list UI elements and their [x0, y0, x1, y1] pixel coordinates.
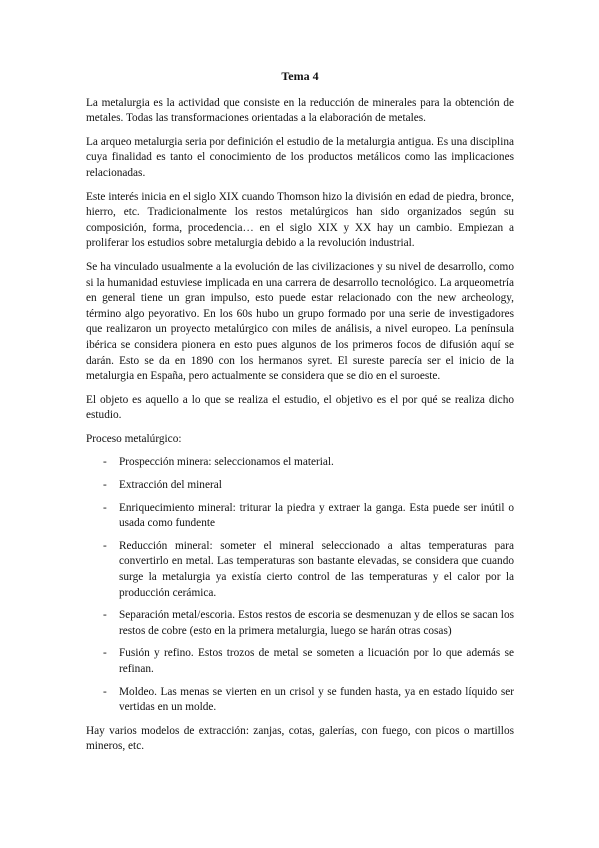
list-marker: -	[103, 685, 107, 698]
list-item-text: Moldeo. Las menas se vierten en un crisol y se funden hasta, ya en estado líquido ser vertidas en un molde.	[119, 685, 514, 714]
document-body	[86, 69, 514, 763]
list-item-text: Prospección minera: seleccionamos el material.	[119, 456, 334, 469]
list-item	[86, 501, 514, 532]
process-heading: Proceso metalúrgico:	[86, 432, 182, 445]
list-item	[86, 478, 514, 494]
list-item	[86, 455, 514, 471]
paragraph-archaeometallurgy: La arqueo metalurgia seria por definición el estudio de la metalurgia antigua. Es una disciplina cuya finalidad es tanto el conocimiento de los productos metálicos como las implicaciones relacionadas.	[86, 135, 514, 179]
list-marker: -	[103, 501, 107, 514]
list-item	[86, 646, 514, 677]
paragraph-history: Este interés inicia en el siglo XIX cuando Thomson hizo la división en edad de piedra, bronce, hierro, etc. Tradicionalmente los restos metalúrgicos han sido organizados según su composición, forma, procedencia… en el siglo XIX y XX hay un cambio. Empiezan a proliferar los estudios sobre metalurgia debido a la revolución industrial.	[86, 190, 514, 250]
list-item-text: Fusión y refino. Estos trozos de metal se someten a licuación por lo que además se refinan.	[119, 647, 514, 675]
list-item-text: Reducción mineral: someter el mineral seleccionado a altas temperaturas para convertirlo en metal. Las temperaturas son bastante elevadas, se considera que cuando surge la metalurgia ya existía cierto control de las temperaturas y el calor por la producción cerámica.	[119, 539, 514, 599]
paragraph-definition: La metalurgia es la actividad que consiste en la reducción de minerales para la obtención de metales. Todas las transformaciones orientadas a la elaboración de metales.	[86, 96, 514, 125]
list-item	[86, 539, 514, 601]
list-marker: -	[103, 609, 107, 622]
paragraph-extraction-models: Hay varios modelos de extracción: zanjas, cotas, galerías, con fuego, con picos o martillos mineros, etc.	[86, 724, 514, 753]
page-title: Tema 4	[281, 69, 319, 83]
list-item	[86, 685, 514, 716]
list-marker: -	[103, 647, 107, 660]
list-item-text: Enriquecimiento mineral: triturar la piedra y extraer la ganga. Esta puede ser inútil o usada como fundente	[119, 501, 514, 530]
list-item-text: Extracción del mineral	[119, 479, 222, 492]
paragraph-evolution: Se ha vinculado usualmente a la evolución de las civilizaciones y su nivel de desarrollo, como si la humanidad estuviese implicada en una carrera de desarrollo tecnológico. La arqueometría en general tiene un gran impulso, esto puede estar relacionado con the new archeology, término algo peyorativo. En los 60s hubo un grupo formado por una serie de investigadores que realizaron un proyecto metalúrgico con miles de análisis, a nivel europeo. La península ibérica se considera pionera en esto pues algunos de los primeros focos de difusión aquí se darán. Esto se da en 1890 con los hermanos syret. El sureste parecía ser el inicio de la metalurgia en España, pero actualmente se considera que se dio en el suroeste.	[86, 260, 514, 383]
process-steps-list	[86, 455, 514, 715]
paragraph-object-objective: El objeto es aquello a lo que se realiza el estudio, el objetivo es el por qué se realiza dicho estudio.	[86, 393, 514, 422]
list-marker: -	[103, 456, 107, 469]
list-item-text: Separación metal/escoria. Estos restos de escoria se desmenuzan y de ellos se sacan los restos de cobre (esto en la primera metalurgia, luego se harán otras cosas)	[119, 609, 514, 637]
list-marker: -	[103, 479, 107, 492]
list-item	[86, 608, 514, 639]
list-marker: -	[103, 539, 107, 552]
